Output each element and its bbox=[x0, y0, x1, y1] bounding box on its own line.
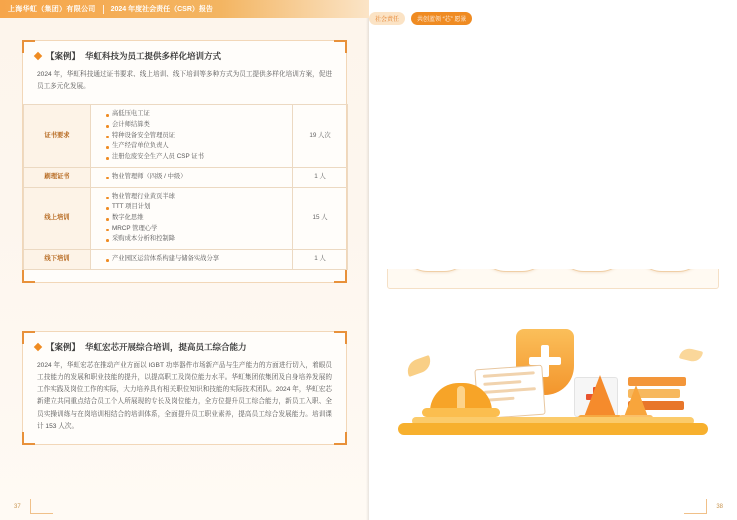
page-number-left: 37 bbox=[14, 504, 21, 510]
diamond-icon bbox=[34, 52, 42, 60]
row-count: 19 人次 bbox=[293, 105, 348, 168]
corner-decoration bbox=[334, 331, 347, 344]
list-item: MRCP 管理心学 bbox=[106, 224, 286, 235]
row-count: 1 人 bbox=[293, 167, 348, 187]
document-header-bar bbox=[0, 0, 737, 23]
row-category: 刷理证书 bbox=[24, 167, 91, 187]
case-2-tag: 【案例】 bbox=[46, 341, 81, 352]
safety-illustration bbox=[388, 293, 718, 443]
corner-decoration bbox=[22, 331, 35, 344]
corner-decoration bbox=[22, 270, 35, 283]
row-category: 线上培训 bbox=[24, 187, 91, 250]
company-name: 上海华虹（集团）有限公司 bbox=[8, 6, 96, 13]
list-item: 特种设备安全管理员证 bbox=[106, 131, 286, 142]
diamond-icon bbox=[34, 343, 42, 351]
document-title: 2024 年度社会责任（CSR）报告 bbox=[110, 6, 213, 13]
row-items bbox=[91, 187, 293, 250]
case-1-intro: 2024 年，华虹科技通过证书要求、线上培训、线下培训等多种方式为员工提供多样化培训方案，促进员工多元化发展。 bbox=[37, 71, 332, 91]
list-item: 产业园区运营体系构建与储备实战分享 bbox=[106, 254, 286, 265]
leaf-icon bbox=[404, 355, 433, 377]
ground-bar bbox=[398, 423, 708, 435]
case-1-tag: 【案例】 bbox=[46, 51, 81, 61]
row-items bbox=[91, 167, 293, 187]
case-2-heading: 华虹宏芯开展综合培训，提高员工综合能力 bbox=[85, 341, 247, 352]
leaf-icon bbox=[679, 347, 703, 364]
list-item: 注册危废安全生产人员 CSP 证书 bbox=[106, 152, 286, 163]
traffic-cone-icon bbox=[584, 375, 616, 417]
list-item: 高低压电工证 bbox=[106, 109, 286, 120]
table-row bbox=[24, 105, 348, 168]
header-nav-item-0[interactable]: 社会责任 bbox=[369, 12, 405, 25]
header-nav-item-1[interactable]: 共创蓝领 “芯” 愿景 bbox=[411, 12, 472, 25]
case-card-1 bbox=[22, 40, 347, 283]
list-item: 物业管理行业黄页半球 bbox=[106, 192, 286, 203]
cross-horizontal bbox=[529, 357, 561, 365]
corner-decoration bbox=[334, 40, 347, 53]
training-table bbox=[23, 104, 348, 269]
case-1-title bbox=[23, 41, 346, 69]
header-divider bbox=[103, 5, 104, 14]
list-item: 采购成本分析和控制降 bbox=[106, 234, 286, 245]
row-count: 15 人 bbox=[293, 187, 348, 250]
table-row bbox=[24, 250, 348, 270]
corner-decoration bbox=[22, 40, 35, 53]
row-count: 1 人 bbox=[293, 250, 348, 270]
corner-decoration bbox=[334, 270, 347, 283]
case-1-heading: 华虹科技为员工提供多样化培训方式 bbox=[85, 51, 222, 61]
list-item: 生产经营单位负责人 bbox=[106, 141, 286, 152]
header-nav bbox=[369, 0, 737, 269]
page-corner-decoration bbox=[30, 499, 53, 514]
row-items bbox=[91, 105, 293, 168]
table-row bbox=[24, 187, 348, 250]
corner-decoration bbox=[22, 432, 35, 445]
case-card-2 bbox=[22, 331, 347, 445]
list-item: 数字化思维 bbox=[106, 213, 286, 224]
list-item: 会计师结算类 bbox=[106, 120, 286, 131]
table-row bbox=[24, 167, 348, 187]
row-category: 证书要求 bbox=[24, 105, 91, 168]
row-items bbox=[91, 250, 293, 270]
row-category: 线下培训 bbox=[24, 250, 91, 270]
traffic-cone-icon bbox=[624, 385, 648, 417]
case-2-title bbox=[23, 332, 346, 360]
case-2-body: 2024 年，华虹宏芯在推动产业方面以 IGBT 功率器件市场新产品与生产能力的方面进行切入，着眼员工技能力的发展和职业技能的提升，以提高职工及岗位能力水平。华虹集团依集团及自身培养发展的工作实践及岗位工作的实际，大力培养具有相关职位知识和技能的实际技术团队。2024 年，华虹宏芯新建立共同重点结合员工个人所展现的专长及岗位能力，全方位提升员工综合能力，新员工入职、全员实操训练与在岗培训相结合的培训体系，全面提升员工职业素养，提高员工综合发展能力。培训课计 153 人次。 bbox=[37, 361, 332, 430]
list-item: TTT 项目计划 bbox=[106, 202, 286, 213]
page-number-right: 38 bbox=[716, 504, 723, 510]
list-item: 物业管理师（四级 / 中级） bbox=[106, 172, 286, 183]
page-corner-decoration bbox=[684, 499, 707, 514]
corner-decoration bbox=[334, 432, 347, 445]
